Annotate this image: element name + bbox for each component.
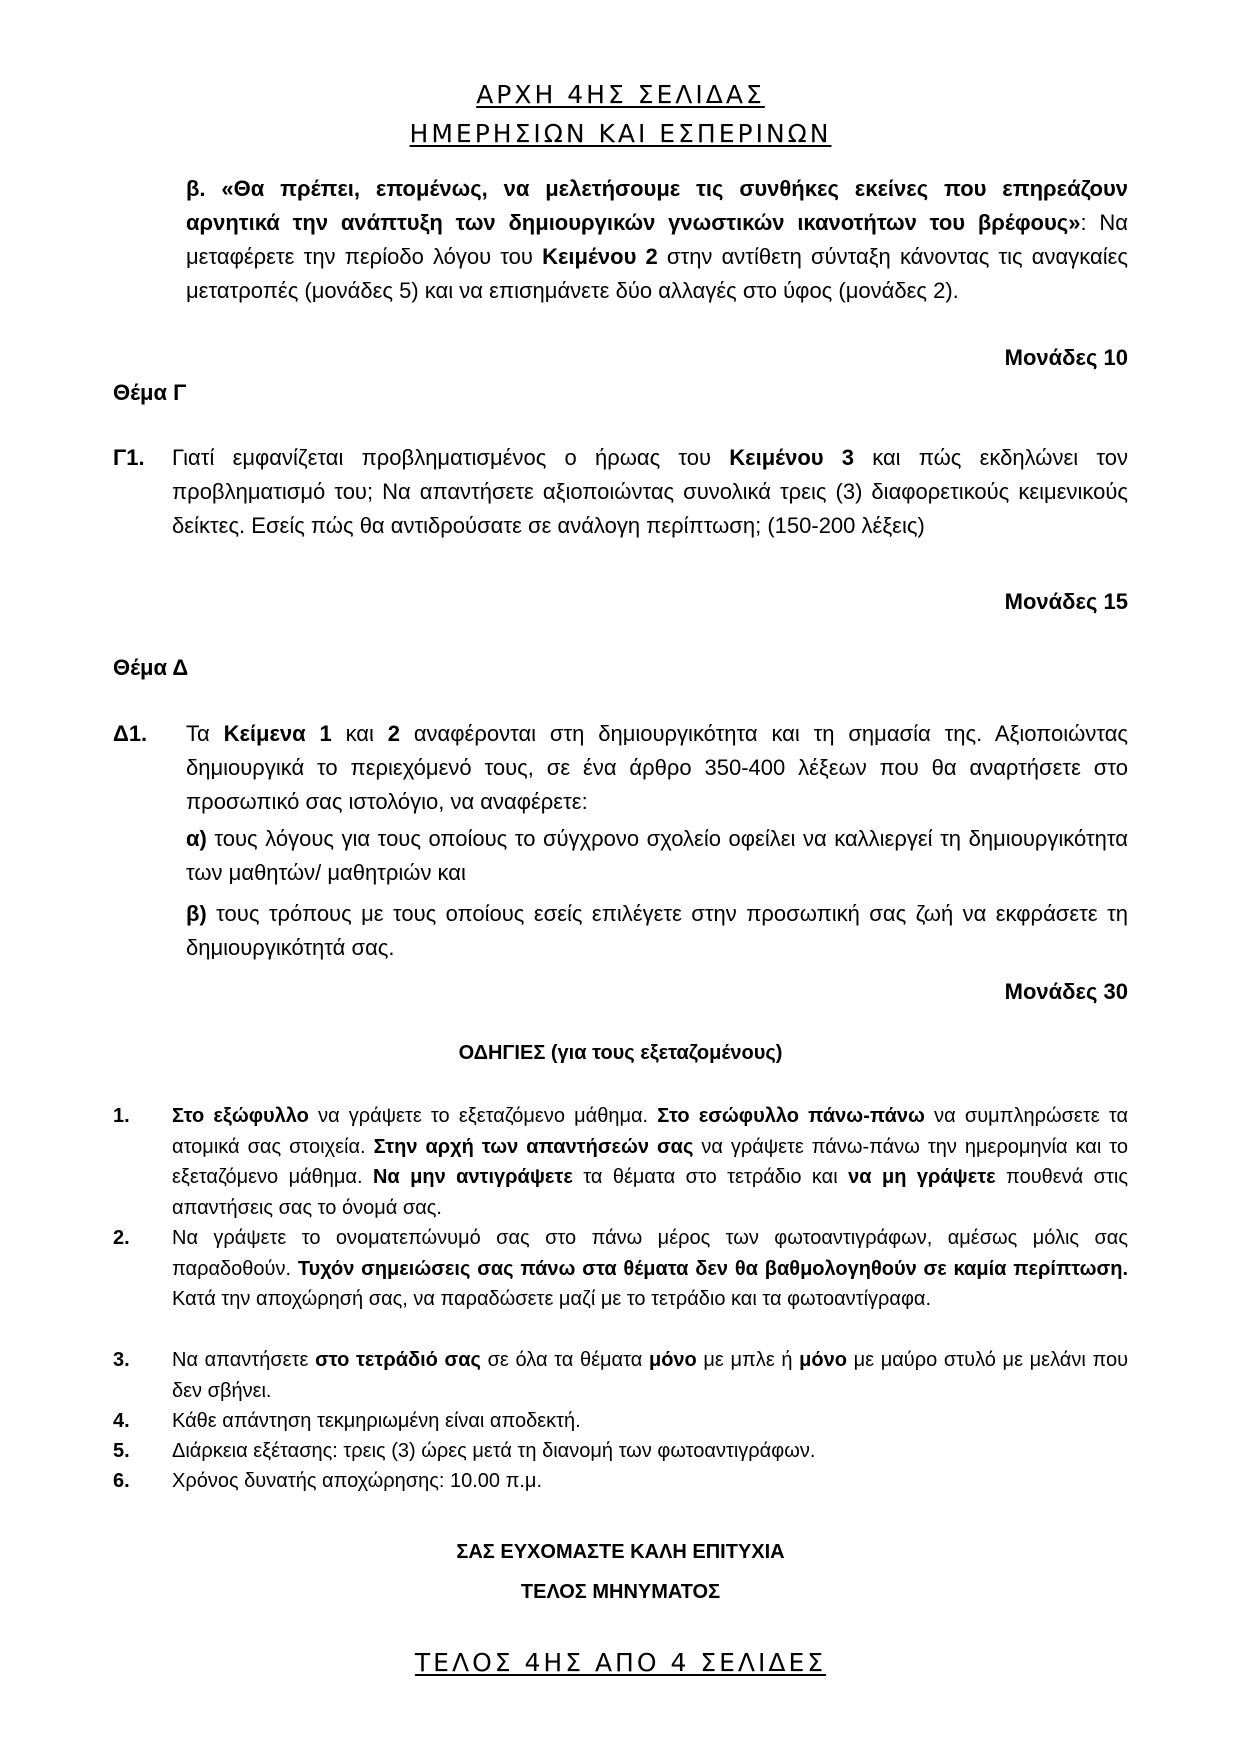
item-b-label: β. xyxy=(186,176,206,201)
d1-sub-a-text: τους λόγους για τους οποίους το σύγχρονο σχολείο οφείλει να καλλιεργεί τη δημιουργικότητα των μαθητών/ μαθητριών και xyxy=(186,826,1128,885)
item-b-ref: Κειμένου 2 xyxy=(542,244,658,269)
i2-t2: Κατά την αποχώρησή σας, να παραδώσετε μαζί με το τετράδιο και τα φωτοαντίγραφα. xyxy=(172,1288,932,1310)
d1-text-a: Τα xyxy=(186,721,224,746)
theme-g-title: Θέμα Γ xyxy=(113,380,187,405)
question-g1-text xyxy=(172,441,1128,543)
instruction-text: Χρόνος δυνατής αποχώρησης: 10.00 π.μ. xyxy=(172,1470,543,1492)
d1-sub-a xyxy=(186,822,1128,890)
i3-b3: μόνο xyxy=(799,1349,847,1371)
d1-text-b: και xyxy=(331,721,388,746)
theme-g-marks: Μονάδες 15 xyxy=(1004,589,1128,614)
instruction-number: 2. xyxy=(113,1227,130,1249)
i1-t1: να γράψετε το εξεταζόμενο μάθημα. xyxy=(308,1105,658,1127)
instruction-item-2 xyxy=(113,1223,1128,1345)
i2-t1: Να γράψετε το ονοματεπώνυμό σας στο πάνω μέρος των φωτοαντιγράφων, αμέσως μόλις σας παραδοθούν. xyxy=(172,1227,1128,1280)
theme-d-title: Θέμα Δ xyxy=(113,655,189,680)
theme-d-marks: Μονάδες 30 xyxy=(1004,979,1128,1004)
g1-text-b: και πώς εκδηλώνει τον προβληματισμό του; Να απαντήσετε αξιοποιώντας συνολικά τρεις (3) διαφορετικούς κειμενικούς δείκτες. Εσείς πώς θα αντιδρούσατε σε ανάλογη περίπτωση; (150-200 λέξεις) xyxy=(172,445,1128,538)
item-b-text-b: στην αντίθετη σύνταξη κάνοντας τις αναγκαίες μετατροπές (μονάδες 5) και να επισημάνετε δύο αλλαγές στο ύφος (μονάδες 2). xyxy=(186,244,1128,303)
instruction-item-4 xyxy=(113,1406,1128,1437)
i3-b2: μόνο xyxy=(648,1349,697,1371)
i3-b1: στο τετράδιό σας xyxy=(315,1349,481,1371)
instruction-number: 5. xyxy=(113,1440,130,1462)
question-g1-label: Γ1. xyxy=(113,445,145,470)
i1-b2: Στο εσώφυλλο πάνω-πάνω xyxy=(657,1105,925,1127)
item-b-quote: «Θα πρέπει, επομένως, να μελετήσουμε τις συνθήκες εκείνες που επηρεάζουν αρνητικά την ανάπτυξη των δημιουργικών γνωστικών ικανοτήτων του βρέφους» xyxy=(186,176,1128,235)
instruction-item-1 xyxy=(113,1101,1128,1223)
d1-sub-a-label: α) xyxy=(186,826,207,851)
item-b-text-a: : Να μεταφέρετε την περίοδο λόγου του xyxy=(186,210,1128,269)
instruction-number: 6. xyxy=(113,1470,130,1492)
i1-b5: να μη γράψετε xyxy=(848,1166,996,1188)
instruction-number: 3. xyxy=(113,1349,130,1371)
page-header-line-1: ΑΡΧΗ 4ΗΣ ΣΕΛΙΔΑΣ xyxy=(476,80,765,109)
instruction-text xyxy=(172,1223,1128,1315)
instruction-text: Διάρκεια εξέτασης: τρεις (3) ώρες μετά τη διανομή των φωτοαντιγράφων. xyxy=(172,1440,816,1462)
g1-ref: Κειμένου 3 xyxy=(729,445,855,470)
end-of-message: ΤΕΛΟΣ ΜΗΝΥΜΑΤΟΣ xyxy=(520,1581,721,1603)
instruction-text xyxy=(172,1345,1128,1406)
d1-sub-b-text: τους τρόπους με τους οποίους εσείς επιλέγετε στην προσωπική σας ζωή να εκφράσετε τη δημιουργικότητά σας. xyxy=(186,901,1128,960)
instruction-text: Κάθε απάντηση τεκμηριωμένη είναι αποδεκτή. xyxy=(172,1410,581,1432)
instruction-number: 4. xyxy=(113,1410,130,1432)
closing-wish: ΣΑΣ ΕΥΧΟΜΑΣΤΕ ΚΑΛΗ ΕΠΙΤΥΧΙΑ xyxy=(456,1541,785,1563)
i1-b1: Στο εξώφυλλο xyxy=(172,1105,309,1127)
instruction-text xyxy=(172,1101,1128,1223)
item-b-marks: Μονάδες 10 xyxy=(1004,345,1128,370)
i3-t1: Να απαντήσετε xyxy=(172,1349,316,1371)
i3-t4: με μαύρο στυλό με μελάνι που δεν σβήνει. xyxy=(172,1349,1129,1402)
d1-sub-b xyxy=(186,897,1128,965)
d1-bold-1: Κείμενα 1 xyxy=(223,721,332,746)
i1-b4: Να μην αντιγράψετε xyxy=(372,1166,573,1188)
i1-t4: τα θέματα στο τετράδιο και xyxy=(572,1166,849,1188)
i1-t5: πουθενά στις απαντήσεις σας το όνομά σας. xyxy=(172,1166,1128,1219)
instruction-item-5 xyxy=(113,1436,1128,1467)
question-d1-label: Δ1. xyxy=(113,721,148,746)
i1-t2: να συμπληρώσετε τα ατομικά σας στοιχεία. xyxy=(172,1105,1129,1158)
d1-bold-2: 2 xyxy=(387,721,400,746)
i1-t3: να γράψετε πάνω-πάνω την ημερομηνία και το εξεταζόμενο μάθημα. xyxy=(172,1135,1128,1188)
instructions-title: ΟΔΗΓΙΕΣ (για τους εξεταζομένους) xyxy=(458,1042,783,1064)
i3-t2: σε όλα τα θέματα xyxy=(480,1349,649,1371)
g1-text-a: Γιατί εμφανίζεται προβληματισμένος ο ήρωας του xyxy=(172,445,730,470)
item-b-paragraph xyxy=(186,172,1128,308)
question-d1-text xyxy=(186,717,1128,819)
i2-b1: Τυχόν σημειώσεις σας πάνω στα θέματα δεν θα βαθμολογηθούν σε καμία περίπτωση. xyxy=(297,1257,1129,1280)
instruction-number: 1. xyxy=(113,1105,130,1127)
i1-b3: Στην αρχή των απαντήσεών σας xyxy=(373,1135,694,1158)
i3-t3: με μπλε ή xyxy=(696,1349,800,1371)
d1-text-c: αναφέρονται στη δημιουργικότητα και τη σημασία της. Αξιοποιώντας δημιουργικά το περιεχόμενό τους, σε ένα άρθρο 350-400 λέξεων που θα αναρτήσετε στο προσωπικό σας ιστολόγιο, να αναφέρετε: xyxy=(186,721,1129,814)
d1-sub-b-label: β) xyxy=(186,901,207,926)
page-footer: ΤΕΛΟΣ 4ΗΣ ΑΠΟ 4 ΣΕΛΙΔΕΣ xyxy=(414,1648,827,1677)
instruction-item-3 xyxy=(113,1345,1128,1406)
instruction-item-6 xyxy=(113,1466,1128,1497)
page-header-line-2: ΗΜΕΡΗΣΙΩΝ ΚΑΙ ΕΣΠΕΡΙΝΩΝ xyxy=(409,119,832,148)
